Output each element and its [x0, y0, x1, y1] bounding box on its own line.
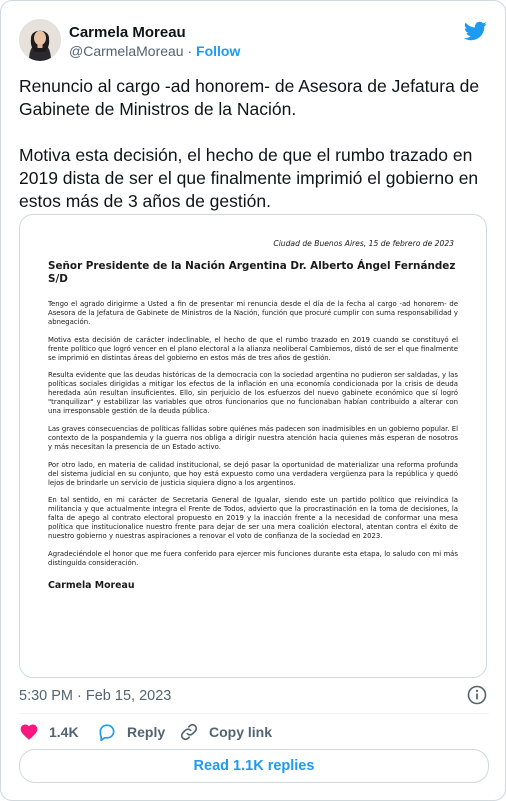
letter-image[interactable] [19, 214, 487, 678]
reply-label: Reply [127, 724, 166, 740]
info-icon[interactable] [467, 685, 487, 705]
heart-icon [19, 722, 49, 742]
letter-paragraph: Por otro lado, en materia de calidad institucional, se dejó pasar la oportunidad de materializar una reforma profunda del sistema judicial en su conjunto, que hoy está expuesto como una verdadera vergüenza para la república y quedó lejos de brindarle un servicio de justicia siquiera digno a los argentinos. [48, 460, 458, 487]
tweet-timestamp[interactable]: 5:30 PM · Feb 15, 2023 [19, 688, 172, 704]
avatar[interactable] [19, 19, 61, 61]
copy-link-button[interactable] [179, 721, 272, 743]
read-replies-button[interactable]: Read 1.1K replies [19, 749, 489, 783]
letter-date: Ciudad de Buenos Aires, 15 de febrero de 2023 [273, 239, 454, 248]
separator-dot: · [187, 43, 193, 59]
author-handle-row [69, 43, 240, 59]
letter-paragraph: Agradeciéndole el honor que me fuera conferido para ejercer mis funciones durante esta etapa, lo saludo con mi más distinguida consideración. [48, 549, 458, 567]
speech-bubble-icon [97, 722, 127, 742]
letter-paragraph: Tengo el agrado dirigirme a Usted a fin de presentar mi renuncia desde el día de la fecha al cargo -ad honorem- de Asesora de la Jefatura de Gabinete de Ministros de la Nación, función que procuré cumplir con suma responsabilidad y abnegación. [48, 300, 458, 326]
letter-paragraph: Resulta evidente que las deudas históricas de la democracia con la sociedad argentina no pudieron ser saldadas, y las políticas sociales dirigidas a mitigar los efectos de la inflación en una economía condicionada por la crisis de deuda heredada aún resultan insuficientes. Ello, sin perjuicio de los esfuerzos del nuevo gabinete económico que sí logró "tranquilizar" y estabilizar las variables que otros funcionarios que no funcionaban habían contribuido a alterar con una irresponsable gestión de la deuda pública. [48, 371, 458, 416]
like-count: 1.4K [49, 724, 79, 740]
like-button[interactable] [19, 721, 79, 743]
tweet-paragraph: Renuncio al cargo -ad honorem- de Asesora de Jefatura de Gabinete de Ministros de la Nación. [19, 76, 480, 119]
copy-link-label: Copy link [209, 724, 273, 740]
tweet-header [19, 19, 491, 67]
tweet-actions [19, 721, 489, 743]
twitter-bird-icon[interactable] [463, 19, 487, 43]
reply-button[interactable] [97, 721, 165, 743]
author-handle[interactable]: @CarmelaMoreau [69, 43, 184, 59]
divider [19, 713, 489, 714]
letter-paragraph: Las graves consecuencias de políticas fallidas sobre quiénes más padecen son inadmisibles en un gobierno popular. El contexto de la pospandemia y la guerra nos obliga a dirigir nuestra atención hacia quienes más esperan de nosotros y más necesitan la presencia de un Estado activo. [48, 424, 458, 451]
letter-heading: Señor Presidente de la Nación Argentina Dr. Alberto Ángel Fernández S/D [48, 260, 456, 285]
tweet-paragraph: Motiva esta decisión, el hecho de que el rumbo trazado en 2019 dista de ser el que finalmente imprimió el gobierno en estos más de 3 años de gestión. [19, 145, 479, 211]
resignation-letter [48, 239, 458, 591]
letter-paragraph: En tal sentido, en mi carácter de Secretaria General de Igualar, siendo este un partido político que reivindica la militancia y que actualmente integra el Frente de Todos, advierto que la procrastinación en la toma de decisiones, la falta de apego al contrato electoral propuesto en 2019 y la inacción frente a la necesidad de conformar una mesa política que institucionalice nuestro frente para dejar de ser una mera coalición electoral, atentan contra el éxito de nuestro gobierno y nuestras aspiraciones a renovar el voto de confianza de la sociedad en 2023. [48, 496, 458, 541]
tweet-text [19, 75, 489, 213]
letter-signature: Carmela Moreau [48, 579, 135, 591]
link-icon [179, 722, 209, 742]
author-name[interactable]: Carmela Moreau [69, 24, 186, 41]
letter-paragraph: Motiva esta decisión de carácter indeclinable, el hecho de que el rumbo trazado en 2019 cuando se constituyó el frente político que logró vencer en el plano electoral a la alianza neoliberal Cambiemos, distó de ser el que finalmente se imprimió en distintas áreas del gobierno en estos más de tres años de gestión. [48, 335, 458, 362]
follow-link[interactable]: Follow [196, 43, 241, 59]
